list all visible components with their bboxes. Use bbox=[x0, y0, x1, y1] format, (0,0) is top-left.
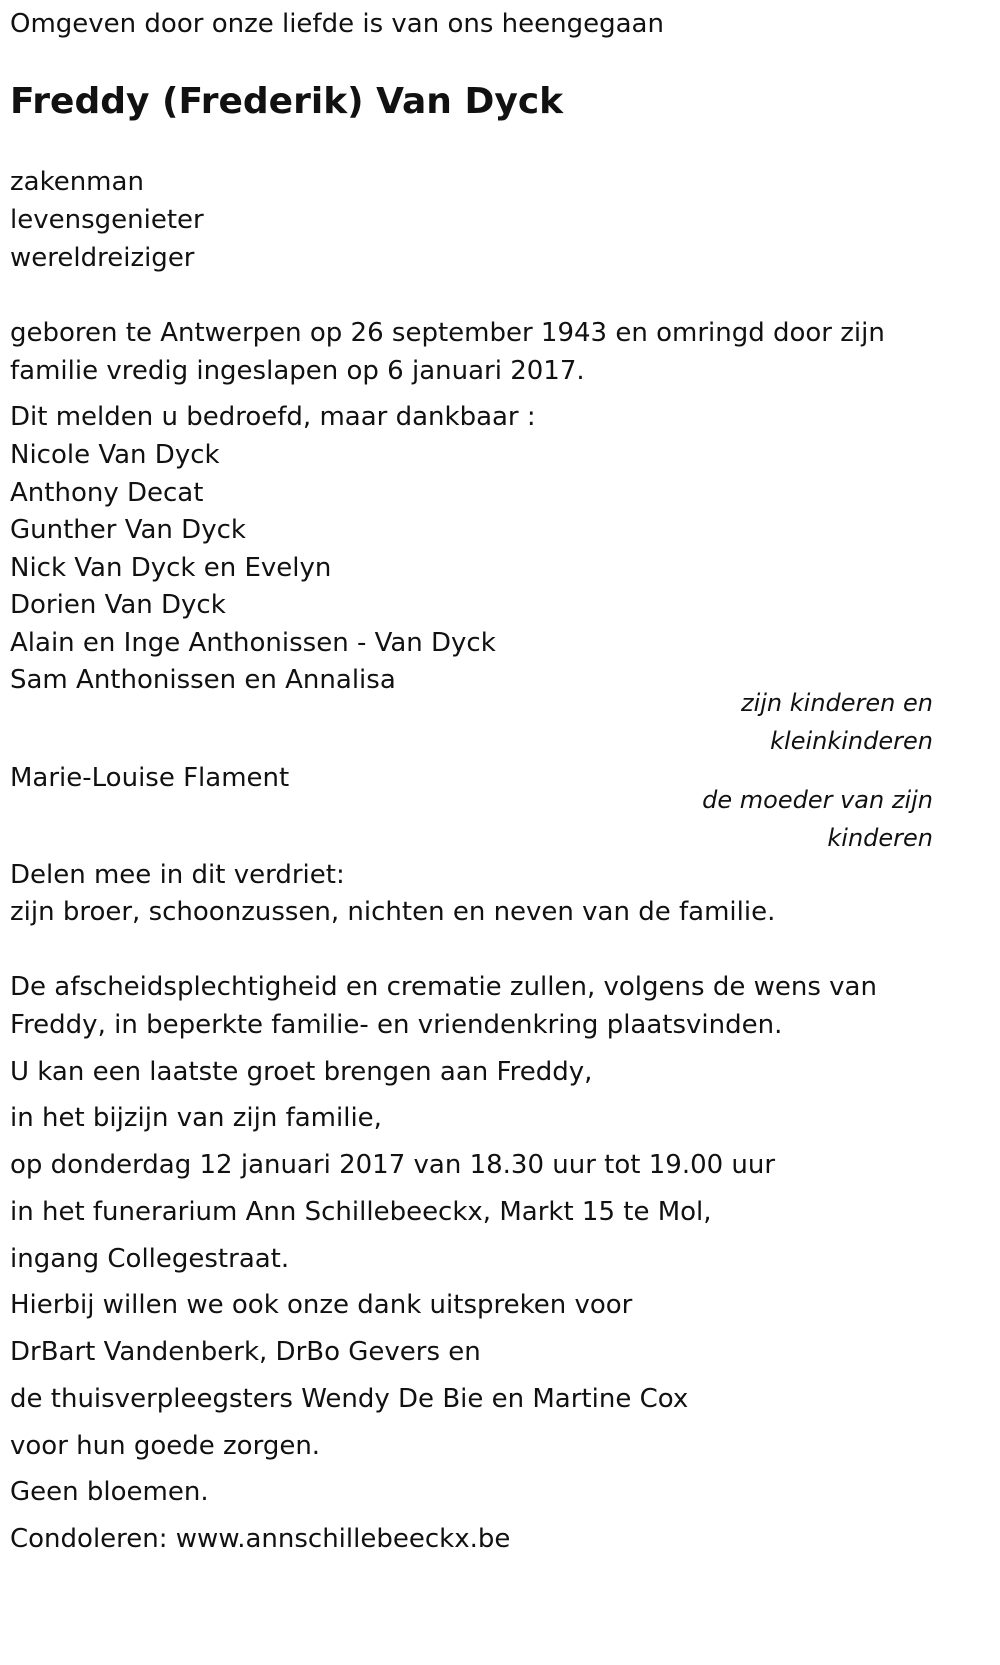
birth-death-line: geboren te Antwerpen op 26 september 1943 en omringd door zijn bbox=[10, 318, 885, 348]
share-line: zijn broer, schoonzussen, nichten en neven van de familie. bbox=[10, 897, 776, 927]
detail-line: in het funerarium Ann Schillebeeckx, Markt 15 te Mol, bbox=[10, 1197, 712, 1227]
detail-line: DrBart Vandenberk, DrBo Gevers en bbox=[10, 1337, 481, 1367]
detail-line: Geen bloemen. bbox=[10, 1477, 209, 1507]
share-line: Delen mee in dit verdriet: bbox=[10, 860, 345, 890]
mother-role: de moeder van zijn bbox=[702, 786, 933, 814]
detail-line: U kan een laatste groet brengen aan Freddy, bbox=[10, 1057, 593, 1087]
detail-line: ingang Collegestraat. bbox=[10, 1244, 290, 1274]
family-member: Anthony Decat bbox=[10, 478, 204, 508]
family-member: Gunther Van Dyck bbox=[10, 515, 246, 545]
family-member: Alain en Inge Anthonissen - Van Dyck bbox=[10, 628, 496, 658]
condolence-label: Condoleren: bbox=[10, 1524, 168, 1554]
quality-line: levensgenieter bbox=[10, 205, 204, 235]
detail-line: de thuisverpleegsters Wendy De Bie en Martine Cox bbox=[10, 1384, 689, 1414]
mother-name: Marie-Louise Flament bbox=[10, 763, 290, 793]
ceremony-line: Freddy, in beperkte familie- en vriendenkring plaatsvinden. bbox=[10, 1010, 783, 1040]
announcement-line: Dit melden u bedroefd, maar dankbaar : bbox=[10, 402, 536, 432]
intro-line: Omgeven door onze liefde is van ons heengegaan bbox=[10, 9, 664, 39]
condolence-link[interactable]: www.annschillebeeckx.be bbox=[175, 1524, 511, 1554]
family-role: kleinkinderen bbox=[770, 727, 933, 755]
family-member: Nick Van Dyck en Evelyn bbox=[10, 553, 332, 583]
family-role: zijn kinderen en bbox=[741, 689, 933, 717]
mother-role: kinderen bbox=[827, 824, 933, 852]
birth-death-line: familie vredig ingeslapen op 6 januari 2017. bbox=[10, 356, 585, 386]
detail-line: op donderdag 12 januari 2017 van 18.30 uur tot 19.00 uur bbox=[10, 1150, 776, 1180]
ceremony-line: De afscheidsplechtigheid en crematie zullen, volgens de wens van bbox=[10, 972, 877, 1002]
family-member: Sam Anthonissen en Annalisa bbox=[10, 665, 396, 695]
detail-line: in het bijzijn van zijn familie, bbox=[10, 1103, 382, 1133]
family-member: Dorien Van Dyck bbox=[10, 590, 226, 620]
quality-line: wereldreiziger bbox=[10, 243, 195, 273]
family-member: Nicole Van Dyck bbox=[10, 440, 220, 470]
quality-line: zakenman bbox=[10, 167, 144, 197]
detail-line: voor hun goede zorgen. bbox=[10, 1431, 321, 1461]
detail-line: Hierbij willen we ook onze dank uitspreken voor bbox=[10, 1290, 633, 1320]
deceased-name: Freddy (Frederik) Van Dyck bbox=[10, 81, 564, 122]
condolence-line bbox=[10, 1520, 510, 1558]
